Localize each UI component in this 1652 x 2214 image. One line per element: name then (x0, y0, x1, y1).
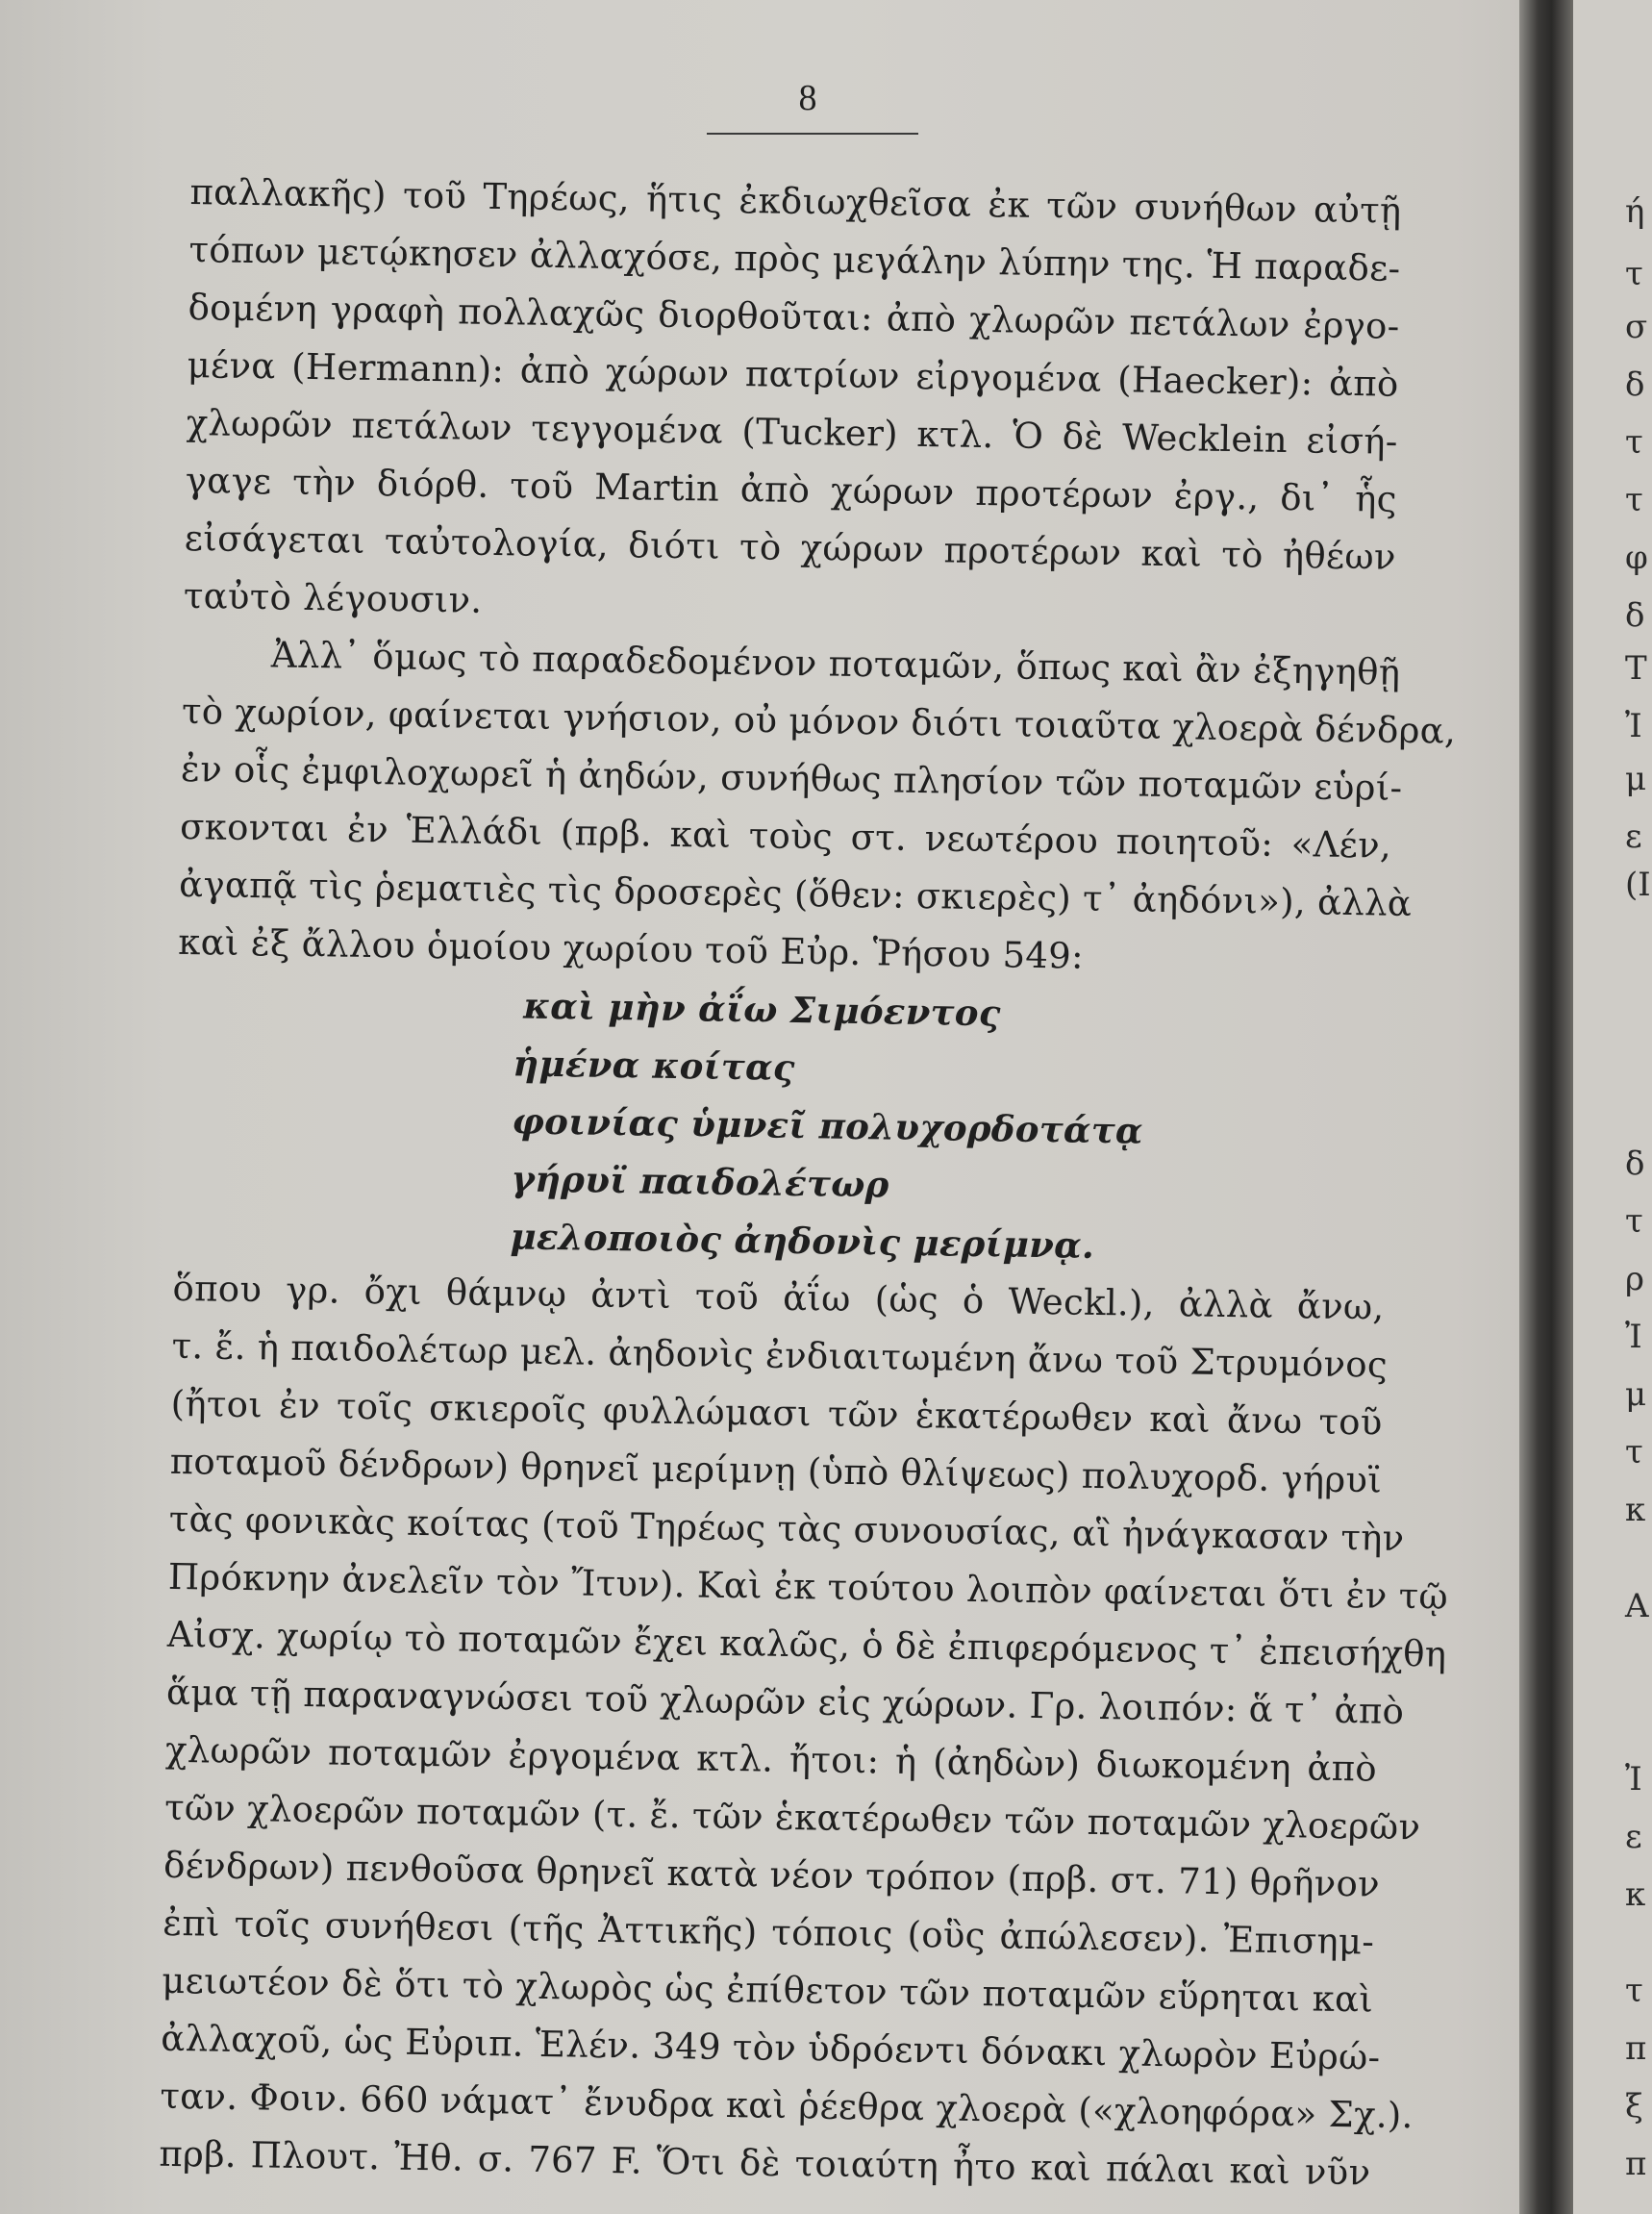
text-line: ἐπὶ τοῖς συνήθεσι (τῆς Ἀττικῆς) τόποις (οὓς ἀπώλεσεν). Ἐπισημ- (162, 1901, 1375, 1963)
facing-page-letter: τ (1625, 1202, 1643, 1241)
facing-page-letter: κ (1625, 1491, 1646, 1529)
text-line: Αἰσχ. χωρίῳ τὸ ποταμῶν ἔχει καλῶς, ὁ δὲ ἐπιφερόμενος τ᾽ ἐπεισήχθη (166, 1613, 1447, 1675)
text-line: ἅμα τῇ παραναγνώσει τοῦ χλωρῶν εἰς χώρων. Γρ. λοιπόν: ἅ τ᾽ ἀπὸ (165, 1671, 1405, 1733)
verse-line: ἡμένα κοίτας (513, 1042, 795, 1089)
text-line: τῶν χλοερῶν ποταμῶν (τ. ἔ. τῶν ἑκατέρωθεν τῶν ποταμῶν χλοερῶν (163, 1786, 1421, 1849)
facing-page-letter: ε (1625, 818, 1642, 856)
text-line: ταν. Φοιν. 660 νάματ᾽ ἔνυδρα καὶ ῥέεθρα χλοερὰ («χλοηφόρα» Σχ.). (160, 2075, 1414, 2137)
text-line: ἀλλαχοῦ, ὡς Εὐριπ. Ἑλέν. 349 τὸν ὑδρόεντι δόνακι χλωρὸν Εὐρώ- (161, 2017, 1381, 2078)
facing-page-letter: δ (1625, 1145, 1645, 1183)
text-line: τ. ἔ. ἡ παιδολέτωρ μελ. ἀηδονὶς ἐνδιαιτωμένη ἄνω τοῦ Στρυμόνος (171, 1324, 1389, 1386)
facing-page-letter: Α (1625, 1587, 1649, 1625)
text-line: σκονται ἐν Ἑλλάδι (πρβ. καὶ τοὺς στ. νεωτέρου ποιητοῦ: «Λέν, (179, 805, 1392, 867)
facing-page-letter: κ (1625, 1875, 1646, 1914)
text-line: γαγε τὴν διόρθ. τοῦ Martin ἀπὸ χώρων προτέρων ἐργ., δι᾽ ἧς (185, 459, 1398, 520)
facing-page-letter: σ (1625, 308, 1648, 346)
page-number-rule (707, 133, 918, 135)
facing-page-letter: τ (1625, 1972, 1643, 2010)
text-line: χλωρῶν ποταμῶν ἐργομένα κτλ. ἤτοι: ἡ (ἀηδὼν) διωκομένη ἀπὸ (164, 1728, 1378, 1790)
facing-page-letter: ε (1625, 1818, 1642, 1856)
text-line: καὶ ἐξ ἄλλου ὁμοίου χωρίου τοῦ Εὐρ. Ῥήσου 549: (177, 920, 1085, 977)
verse-line: μελοποιὸς ἀηδονὶς μερίμνᾳ. (510, 1215, 1095, 1267)
facing-page-letter: τ (1625, 423, 1643, 462)
text-line: ταὐτὸ λέγουσιν. (183, 574, 483, 621)
page-number: 8 (798, 78, 817, 118)
text-line: ἐν οἷς ἐμφιλοχωρεῖ ἡ ἀηδών, συνήθως πλησίον τῶν ποταμῶν εὑρί- (180, 747, 1403, 809)
text-line: τὰς φονικὰς κοίτας (τοῦ Τηρέως τὰς συνουσίας, αἳ ἠνάγκασαν τὴν (168, 1497, 1405, 1560)
facing-page-letter: μ (1625, 760, 1647, 798)
facing-page-letter: Ἰ (1625, 1318, 1642, 1356)
text-line: δομένη γραφὴ πολλαχῶς διορθοῦται: ἀπὸ χλωρῶν πετάλων ἐργο- (188, 286, 1400, 347)
facing-page-letter: ρ (1625, 1260, 1644, 1298)
text-line: ὅπου γρ. ὄχι θάμνῳ ἀντὶ τοῦ ἀΐω (ὡς ὁ Weckl.), ἀλλὰ ἄνω, (172, 1267, 1385, 1328)
facing-page-letter: δ (1625, 365, 1645, 404)
verse-line: καὶ μὴν ἀΐω Σιμόεντος (522, 984, 1001, 1035)
facing-page-letter: τ (1625, 255, 1643, 293)
text-line: τόπων μετῴκησεν ἀλλαχόσε, πρὸς μεγάλην λύπην της. Ἡ παραδε- (188, 228, 1401, 289)
text-line: Πρόκνην ἀνελεῖν τὸν Ἴτυν). Καὶ ἐκ τούτου λοιπὸν φαίνεται ὅτι ἐν τῷ (167, 1555, 1449, 1618)
facing-page-letter: ή (1625, 192, 1645, 231)
text-line: (ἤτοι ἐν τοῖς σκιεροῖς φυλλώμασι τῶν ἑκατέρωθεν καὶ ἄνω τοῦ (170, 1382, 1383, 1444)
text-line: εἰσάγεται ταὐτολογία, διότι τὸ χώρων προτέρων καὶ τὸ ἠθέων (184, 516, 1397, 578)
facing-page-letter: δ (1625, 596, 1645, 635)
verse-line: φοινίας ὑμνεῖ πολυχορδοτάτᾳ (512, 1099, 1144, 1152)
facing-page-letter: τ (1625, 1433, 1643, 1472)
text-line: ποταμοῦ δένδρων) θρηνεῖ μερίμνῃ (ὑπὸ θλίψεως) πολυχορδ. γήρυϊ (169, 1440, 1383, 1501)
text-line: παλλακῆς) τοῦ Τηρέως, ἥτις ἐκδιωχθεῖσα ἐκ τῶν συνήθων αὐτῇ (189, 170, 1402, 232)
verse-line: γήρυϊ παιδολέτωρ (511, 1157, 889, 1206)
facing-page-letter: π (1625, 2029, 1647, 2068)
book-gutter (1519, 0, 1573, 2214)
text-line: μένα (Hermann): ἀπὸ χώρων πατρίων εἰργομένα (Haecker): ἀπὸ (187, 343, 1399, 405)
facing-page-letter: μ (1625, 1375, 1647, 1414)
facing-page-letter: (Ι (1625, 866, 1651, 904)
text-line: χλωρῶν πετάλων τεγγομένα (Tucker) κτλ. Ὁ δὲ Wecklein εἰσή- (186, 401, 1398, 463)
facing-page-letter: Ἰ (1625, 707, 1642, 745)
facing-page-letter: φ (1625, 539, 1648, 577)
facing-page-letter: π (1625, 2145, 1647, 2183)
facing-page-letter: τ (1625, 481, 1643, 519)
text-line: ἀγαπᾷ τὶς ῥεματιὲς τὶς δροσερὲς (ὅθεν: σκιερὲς) τ᾽ ἀηδόνι»), ἀλλὰ (178, 863, 1413, 925)
text-line: Ἀλλ᾽ ὅμως τὸ παραδεδομένον ποταμῶν, ὅπως καὶ ἂν ἐξηγηθῇ (270, 634, 1401, 693)
text-line: μειωτέον δὲ ὅτι τὸ χλωρὸς ὡς ἐπίθετον τῶν ποταμῶν εὕρηται καὶ (161, 1959, 1374, 2021)
facing-page-letter: ξ (1625, 2087, 1643, 2126)
text-line: πρβ. Πλουτ. Ἠθ. σ. 767 F. Ὅτι δὲ τοιαύτη ἦτο καὶ πάλαι καὶ νῦν (159, 2132, 1371, 2194)
facing-page-letter: Ἰ (1625, 1760, 1642, 1799)
text-line: τὸ χωρίον, φαίνεται γνήσιον, οὐ μόνον διότι τοιαῦτα χλοερὰ δένδρα, (181, 690, 1457, 752)
body-text (159, 164, 1457, 2202)
text-line: δένδρων) πενθοῦσα θρηνεῖ κατὰ νέον τρόπον (πρβ. στ. 71) θρῆνον (163, 1844, 1381, 1905)
facing-page-letter: Τ (1625, 649, 1647, 688)
